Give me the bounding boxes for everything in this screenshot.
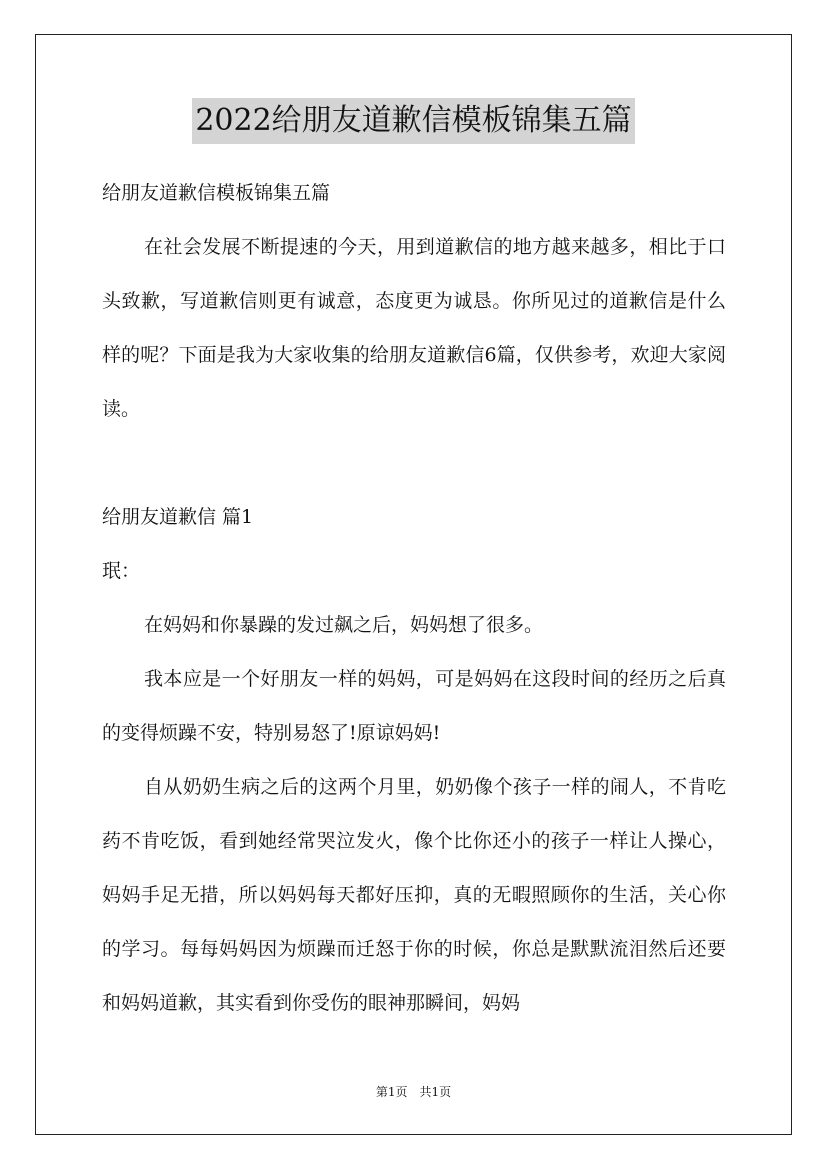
intro-paragraph: 在社会发展不断提速的今天，用到道歉信的地方越来越多，相比于口头致歉，写道歉信则更有诚意，态度更为诚恳。你所见过的道歉信是什么样的呢？下面是我为大家收集的给朋友道歉信6篇，仅供参考，欢迎大家阅读。 — [102, 236, 726, 420]
body-paragraph: 在妈妈和你暴躁的发过飙之后，妈妈想了很多。 — [144, 614, 544, 636]
body-paragraph: 我本应是一个好朋友一样的妈妈，可是妈妈在这段时间的经历之后真的变得烦躁不安，特别易怒了!原谅妈妈! — [102, 668, 726, 744]
page-footer: 第1页 共1页 — [375, 1085, 452, 1099]
subtitle-paragraph: 给朋友道歉信模板锦集五篇 — [102, 182, 331, 204]
document-title: 2022给朋友道歉信模板锦集五篇 — [192, 98, 634, 144]
body-paragraph: 自从奶奶生病之后的这两个月里，奶奶像个孩子一样的闹人，不肯吃药不肯吃饭，看到她经常哭泣发火，像个比你还小的孩子一样让人操心，妈妈手足无措，所以妈妈每天都好压抑，真的无暇照顾你的生活，关心你的学习。每每妈妈因为烦躁而迁怒于你的时候，你总是默默流泪然后还要和妈妈道歉，其实看到你受伤的眼神那瞬间，妈妈 — [102, 776, 726, 1014]
title-container — [0, 98, 827, 144]
salutation: 珉： — [102, 560, 141, 582]
document-body — [102, 166, 726, 1030]
paragraph-gap — [102, 436, 726, 490]
section-heading: 给朋友道歉信 篇1 — [102, 506, 254, 528]
